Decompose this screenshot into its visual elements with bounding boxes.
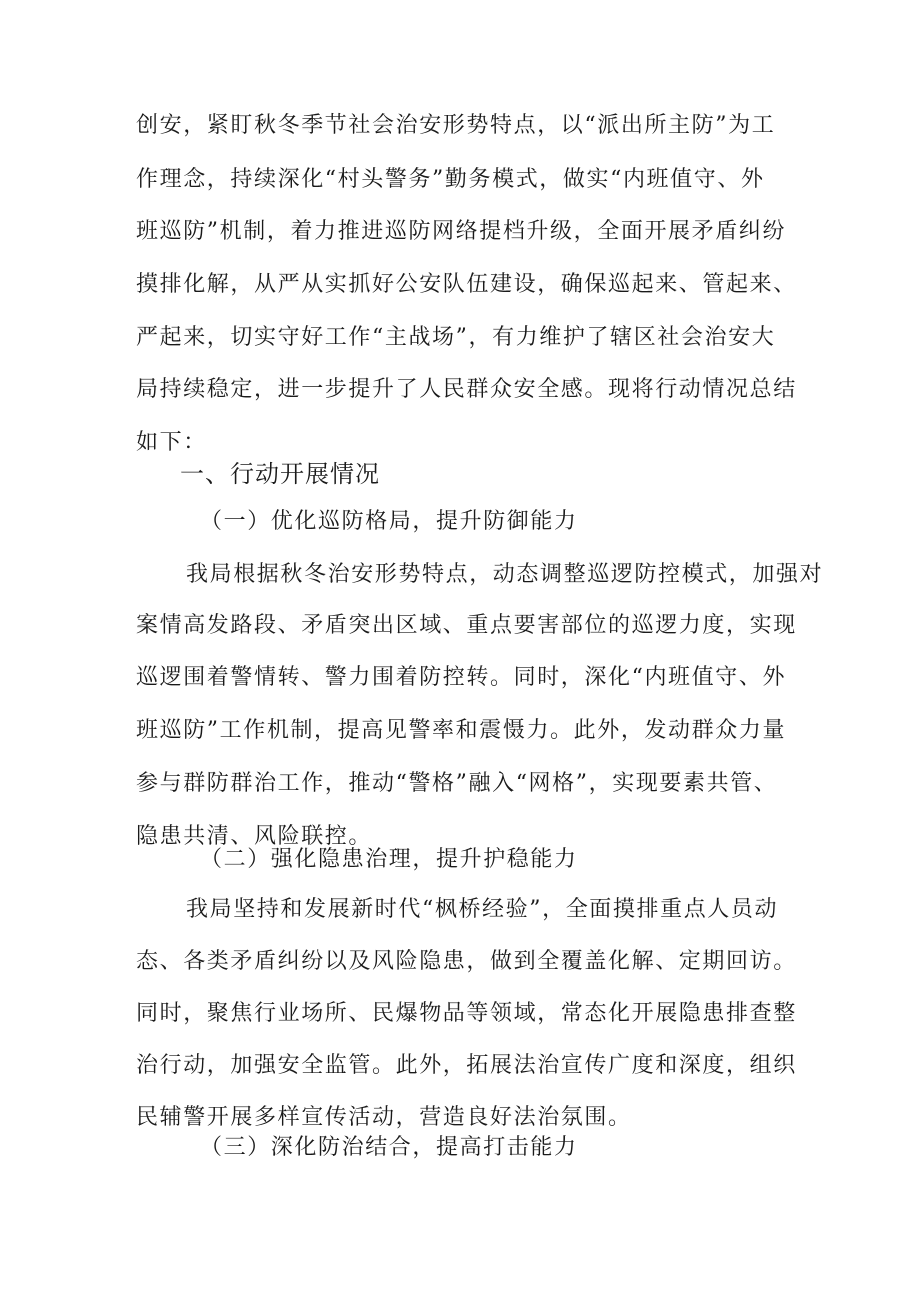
paragraph-line: 班巡防”机制，着力推进巡防网络提档升级，全面开展矛盾纠纷	[136, 219, 787, 244]
paragraph-line: 参与群防群治工作，推动“警格”融入“网格”，实现要素共管、	[136, 771, 778, 796]
paragraph-line: 我局根据秋冬治安形势特点，动态调整巡逻防控模式，加强对	[186, 562, 824, 587]
section-heading: 一、行动开展情况	[180, 460, 380, 488]
paragraph-line: 案情高发路段、矛盾突出区域、重点要害部位的巡逻力度，实现	[136, 613, 797, 638]
subsection-heading: （二）强化隐患治理，提升护稳能力	[200, 847, 578, 872]
paragraph-line: 局持续稳定，进一步提升了人民群众安全感。现将行动情况总结	[136, 377, 797, 402]
paragraph-line: 我局坚持和发展新时代“枫桥经验”，全面摸排重点人员动	[186, 897, 779, 922]
paragraph-line: 隐患共清、风险联控。	[136, 824, 373, 849]
paragraph-line: 同时，聚焦行业场所、民爆物品等领域，常态化开展隐患排查整	[136, 1001, 797, 1026]
paragraph-line: 治行动，加强安全监管。此外，拓展法治宣传广度和深度，组织	[136, 1053, 797, 1078]
paragraph-line: 创安，紧盯秋冬季节社会治安形势特点，以“派出所主防”为工	[136, 113, 776, 138]
paragraph-line: 作理念，持续深化“村头警务”勤务模式，做实“内班值守、外	[136, 167, 765, 192]
paragraph-line: 班巡防”工作机制，提高见警率和震慑力。此外，发动群众力量	[136, 718, 787, 743]
paragraph-line: 巡逻围着警情转、警力围着防控转。同时，深化“内班值守、外	[136, 665, 787, 690]
paragraph-line: 严起来，切实守好工作“主战场”，有力维护了辖区社会治安大	[136, 325, 776, 350]
subsection-heading: （一）优化巡防格局，提升防御能力	[200, 509, 578, 534]
paragraph-line: 摸排化解，从严从实抓好公安队伍建设，确保巡起来、管起来、	[136, 272, 797, 297]
paragraph-line: 民辅警开展多样宣传活动，营造良好法治氛围。	[136, 1105, 632, 1130]
paragraph-line: 态、各类矛盾纠纷以及风险隐患，做到全覆盖化解、定期回访。	[136, 949, 797, 974]
subsection-heading: （三）深化防治结合，提高打击能力	[200, 1135, 578, 1160]
paragraph-line: 如下：	[136, 430, 207, 455]
